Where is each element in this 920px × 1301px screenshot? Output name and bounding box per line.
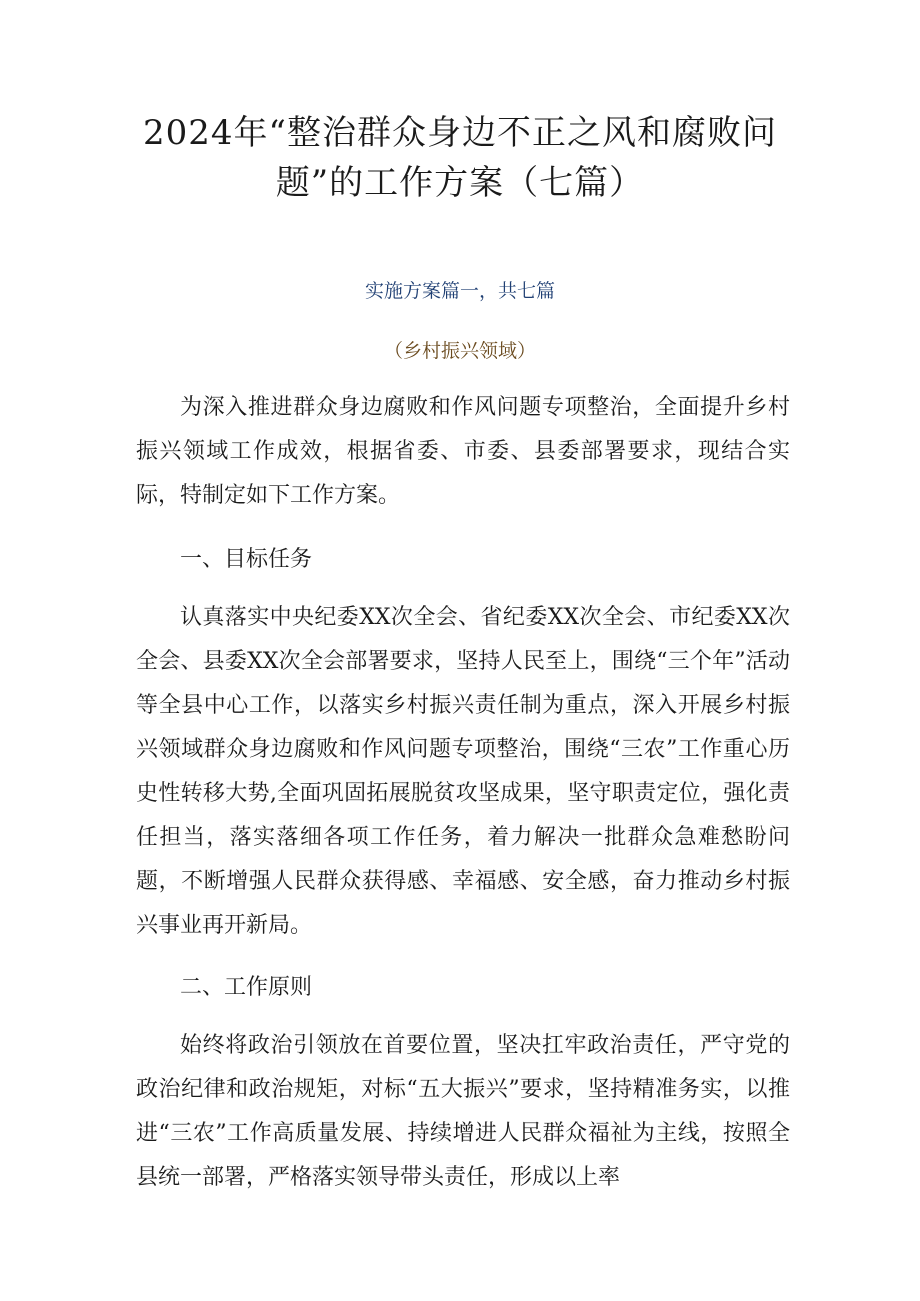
- section-1-paragraph: 认真落实中央纪委XX次全会、省纪委XX次全会、市纪委XX次全会、县委XX次全会部署要求，坚持人民至上，围绕“三个年”活动等全县中心工作，以落实乡村振兴责任制为重点，深入开展乡村振兴领域群众身边腐败和作风问题专项整治，围绕“三农”工作重心历史性转移大势,全面巩固拓展脱贫攻坚成果，坚守职责定位，强化责任担当，落实落细各项工作任务，着力解决一批群众急难愁盼问题，不断增强人民群众获得感、幸福感、安全感，奋力推动乡村振兴事业再开新局。: [136, 605, 790, 938]
- section-1-heading: 一、目标任务: [180, 547, 313, 572]
- section-2-paragraph: 始终将政治引领放在首要位置，坚决扛牢政治责任，严守党的政治纪律和政治规矩，对标“五大振兴”要求，坚持精准务实，以推进“三农”工作高质量发展、持续增进人民群众福祉为主线，按照全县统一部署，严格落实领导带头责任，形成以上率: [136, 1033, 790, 1190]
- document-field-label: （乡村振兴领域）: [383, 340, 536, 362]
- document-subtitle: 实施方案篇一，共七篇: [364, 280, 555, 302]
- document-title-line-2: 题”的工作方案（七篇）: [275, 163, 645, 203]
- document-title-line-1: 2024年“整治群众身边不正之风和腐败问: [143, 113, 777, 153]
- section-2-heading: 二、工作原则: [180, 975, 313, 1000]
- intro-paragraph: 为深入推进群众身边腐败和作风问题专项整治，全面提升乡村振兴领域工作成效，根据省委、市委、县委部署要求，现结合实际，特制定如下工作方案。: [136, 395, 790, 508]
